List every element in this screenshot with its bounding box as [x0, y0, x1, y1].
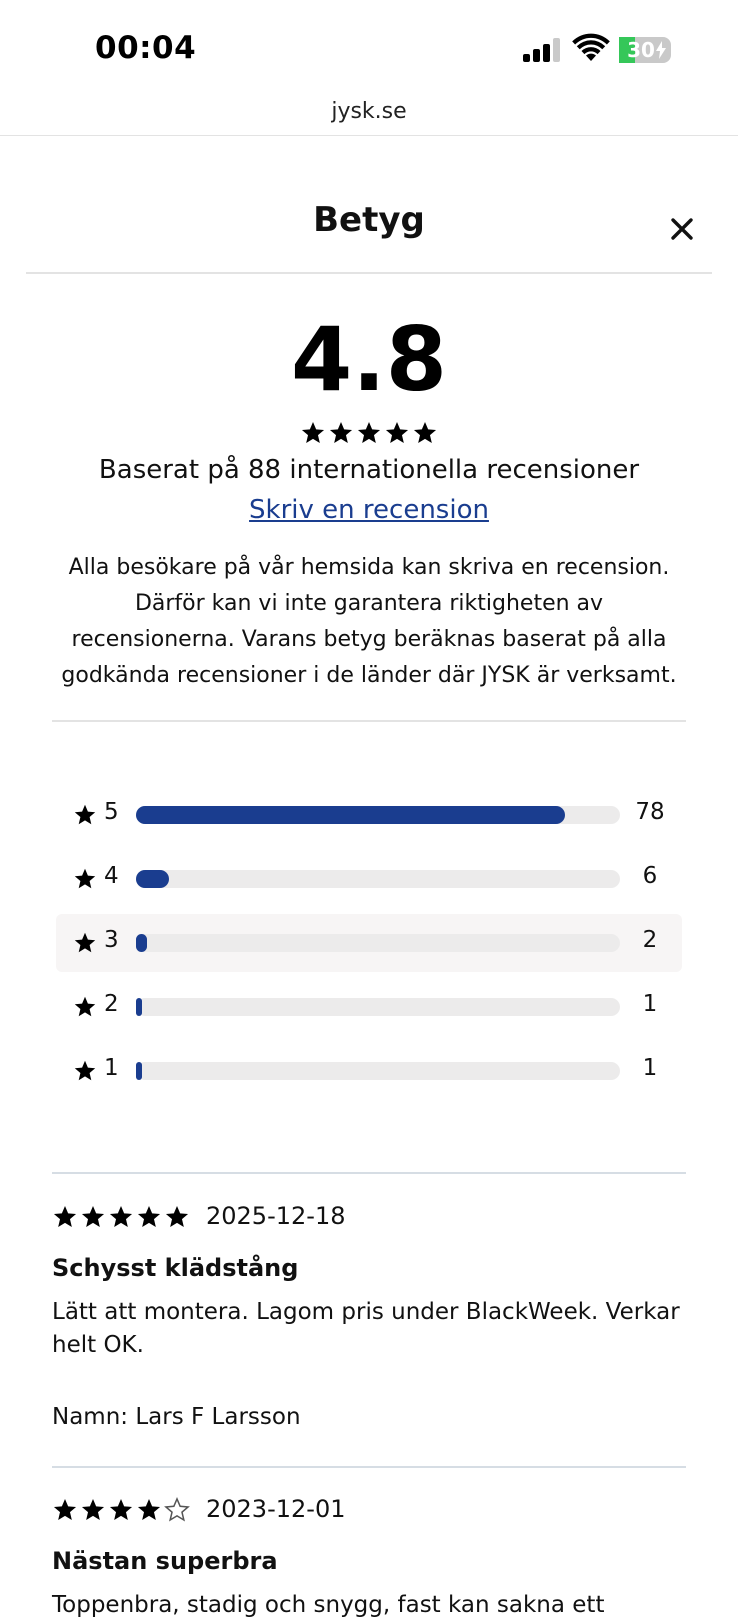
- rating-bar-fill: [136, 1062, 142, 1080]
- charging-bolt-icon: [656, 41, 666, 59]
- review-body: Lätt att montera. Lagom pris under BlackWeek. Verkar helt OK.: [52, 1299, 680, 1358]
- average-rating-stars: [0, 420, 738, 446]
- star-icon: [73, 995, 97, 1019]
- url-text: jysk.se: [331, 99, 407, 124]
- modal-title: Betyg: [313, 200, 425, 240]
- rating-bar-fill: [136, 934, 147, 952]
- star-filled-icon: [108, 1204, 134, 1230]
- review-disclaimer: Alla besökare på vår hemsida kan skriva en recension. Därför kan vi inte garantera riktigheten av recensionerna. Varans betyg beräknas baserat på alla godkända recensioner i de länder där JYSK är verksamt.: [61, 555, 677, 688]
- star-icon: [73, 867, 97, 891]
- review-count-text: Baserat på 88 internationella recensioner: [98, 455, 640, 485]
- star-filled-icon: [356, 420, 382, 446]
- cellular-signal-icon: [523, 38, 561, 62]
- rating-row-2[interactable]: [56, 978, 682, 1036]
- star-icon: [73, 1059, 97, 1083]
- review-title: Nästan superbra: [52, 1547, 278, 1575]
- rating-row-count: 1: [642, 1055, 658, 1081]
- rating-row-stars: 1: [104, 1055, 119, 1081]
- rating-row-1[interactable]: [56, 1042, 682, 1100]
- star-filled-icon: [52, 1497, 78, 1523]
- battery-icon: [619, 37, 671, 63]
- rating-bar-fill: [136, 806, 565, 824]
- rating-bar-track: [136, 806, 620, 824]
- rating-row-count: 78: [635, 799, 665, 825]
- review-title: Schysst klädstång: [52, 1254, 299, 1282]
- star-filled-icon: [412, 420, 438, 446]
- star-icon: [73, 803, 97, 827]
- average-score: 4.8: [291, 308, 447, 411]
- star-filled-icon: [80, 1204, 106, 1230]
- rating-bar-track: [136, 1062, 620, 1080]
- star-filled-icon: [108, 1497, 134, 1523]
- star-filled-icon: [136, 1204, 162, 1230]
- review-body: Toppenbra, stadig och snygg, fast kan sakna ett: [52, 1592, 605, 1618]
- rating-row-count: 2: [642, 927, 658, 953]
- rating-row-3[interactable]: [56, 914, 682, 972]
- battery-percent: 30: [627, 38, 655, 62]
- star-filled-icon: [328, 420, 354, 446]
- star-icon: [73, 931, 97, 955]
- star-filled-icon: [52, 1204, 78, 1230]
- rating-row-stars: 3: [104, 927, 119, 953]
- review-date: 2025-12-18: [206, 1202, 346, 1230]
- rating-row-stars: 4: [104, 863, 119, 889]
- rating-row-4[interactable]: [56, 850, 682, 908]
- rating-bar-fill: [136, 998, 142, 1016]
- review-rating-stars: [52, 1497, 190, 1523]
- review-divider: [52, 1466, 686, 1468]
- status-time: 00:04: [95, 30, 197, 66]
- rating-row-count: 1: [642, 991, 658, 1017]
- star-filled-icon: [80, 1497, 106, 1523]
- review-divider: [52, 1172, 686, 1174]
- review-author: Namn: Lars F Larsson: [52, 1404, 301, 1430]
- header-divider: [26, 272, 712, 274]
- summary-divider: [52, 720, 686, 722]
- rating-bar-track: [136, 870, 620, 888]
- star-empty-icon: [164, 1497, 190, 1523]
- star-filled-icon: [136, 1497, 162, 1523]
- close-icon[interactable]: [665, 212, 699, 246]
- star-filled-icon: [384, 420, 410, 446]
- star-filled-icon: [300, 420, 326, 446]
- rating-row-stars: 5: [104, 799, 119, 825]
- url-bar[interactable]: [0, 96, 738, 136]
- rating-bar-fill: [136, 870, 169, 888]
- rating-row-5[interactable]: [56, 786, 682, 844]
- rating-bar-track: [136, 934, 620, 952]
- rating-row-stars: 2: [104, 991, 119, 1017]
- write-review-link[interactable]: Skriv en recension: [249, 495, 489, 525]
- review-rating-stars: [52, 1204, 190, 1230]
- review-date: 2023-12-01: [206, 1495, 346, 1523]
- rating-row-count: 6: [642, 863, 658, 889]
- wifi-icon: [572, 34, 610, 62]
- star-filled-icon: [164, 1204, 190, 1230]
- status-bar: [0, 0, 738, 96]
- rating-bar-track: [136, 998, 620, 1016]
